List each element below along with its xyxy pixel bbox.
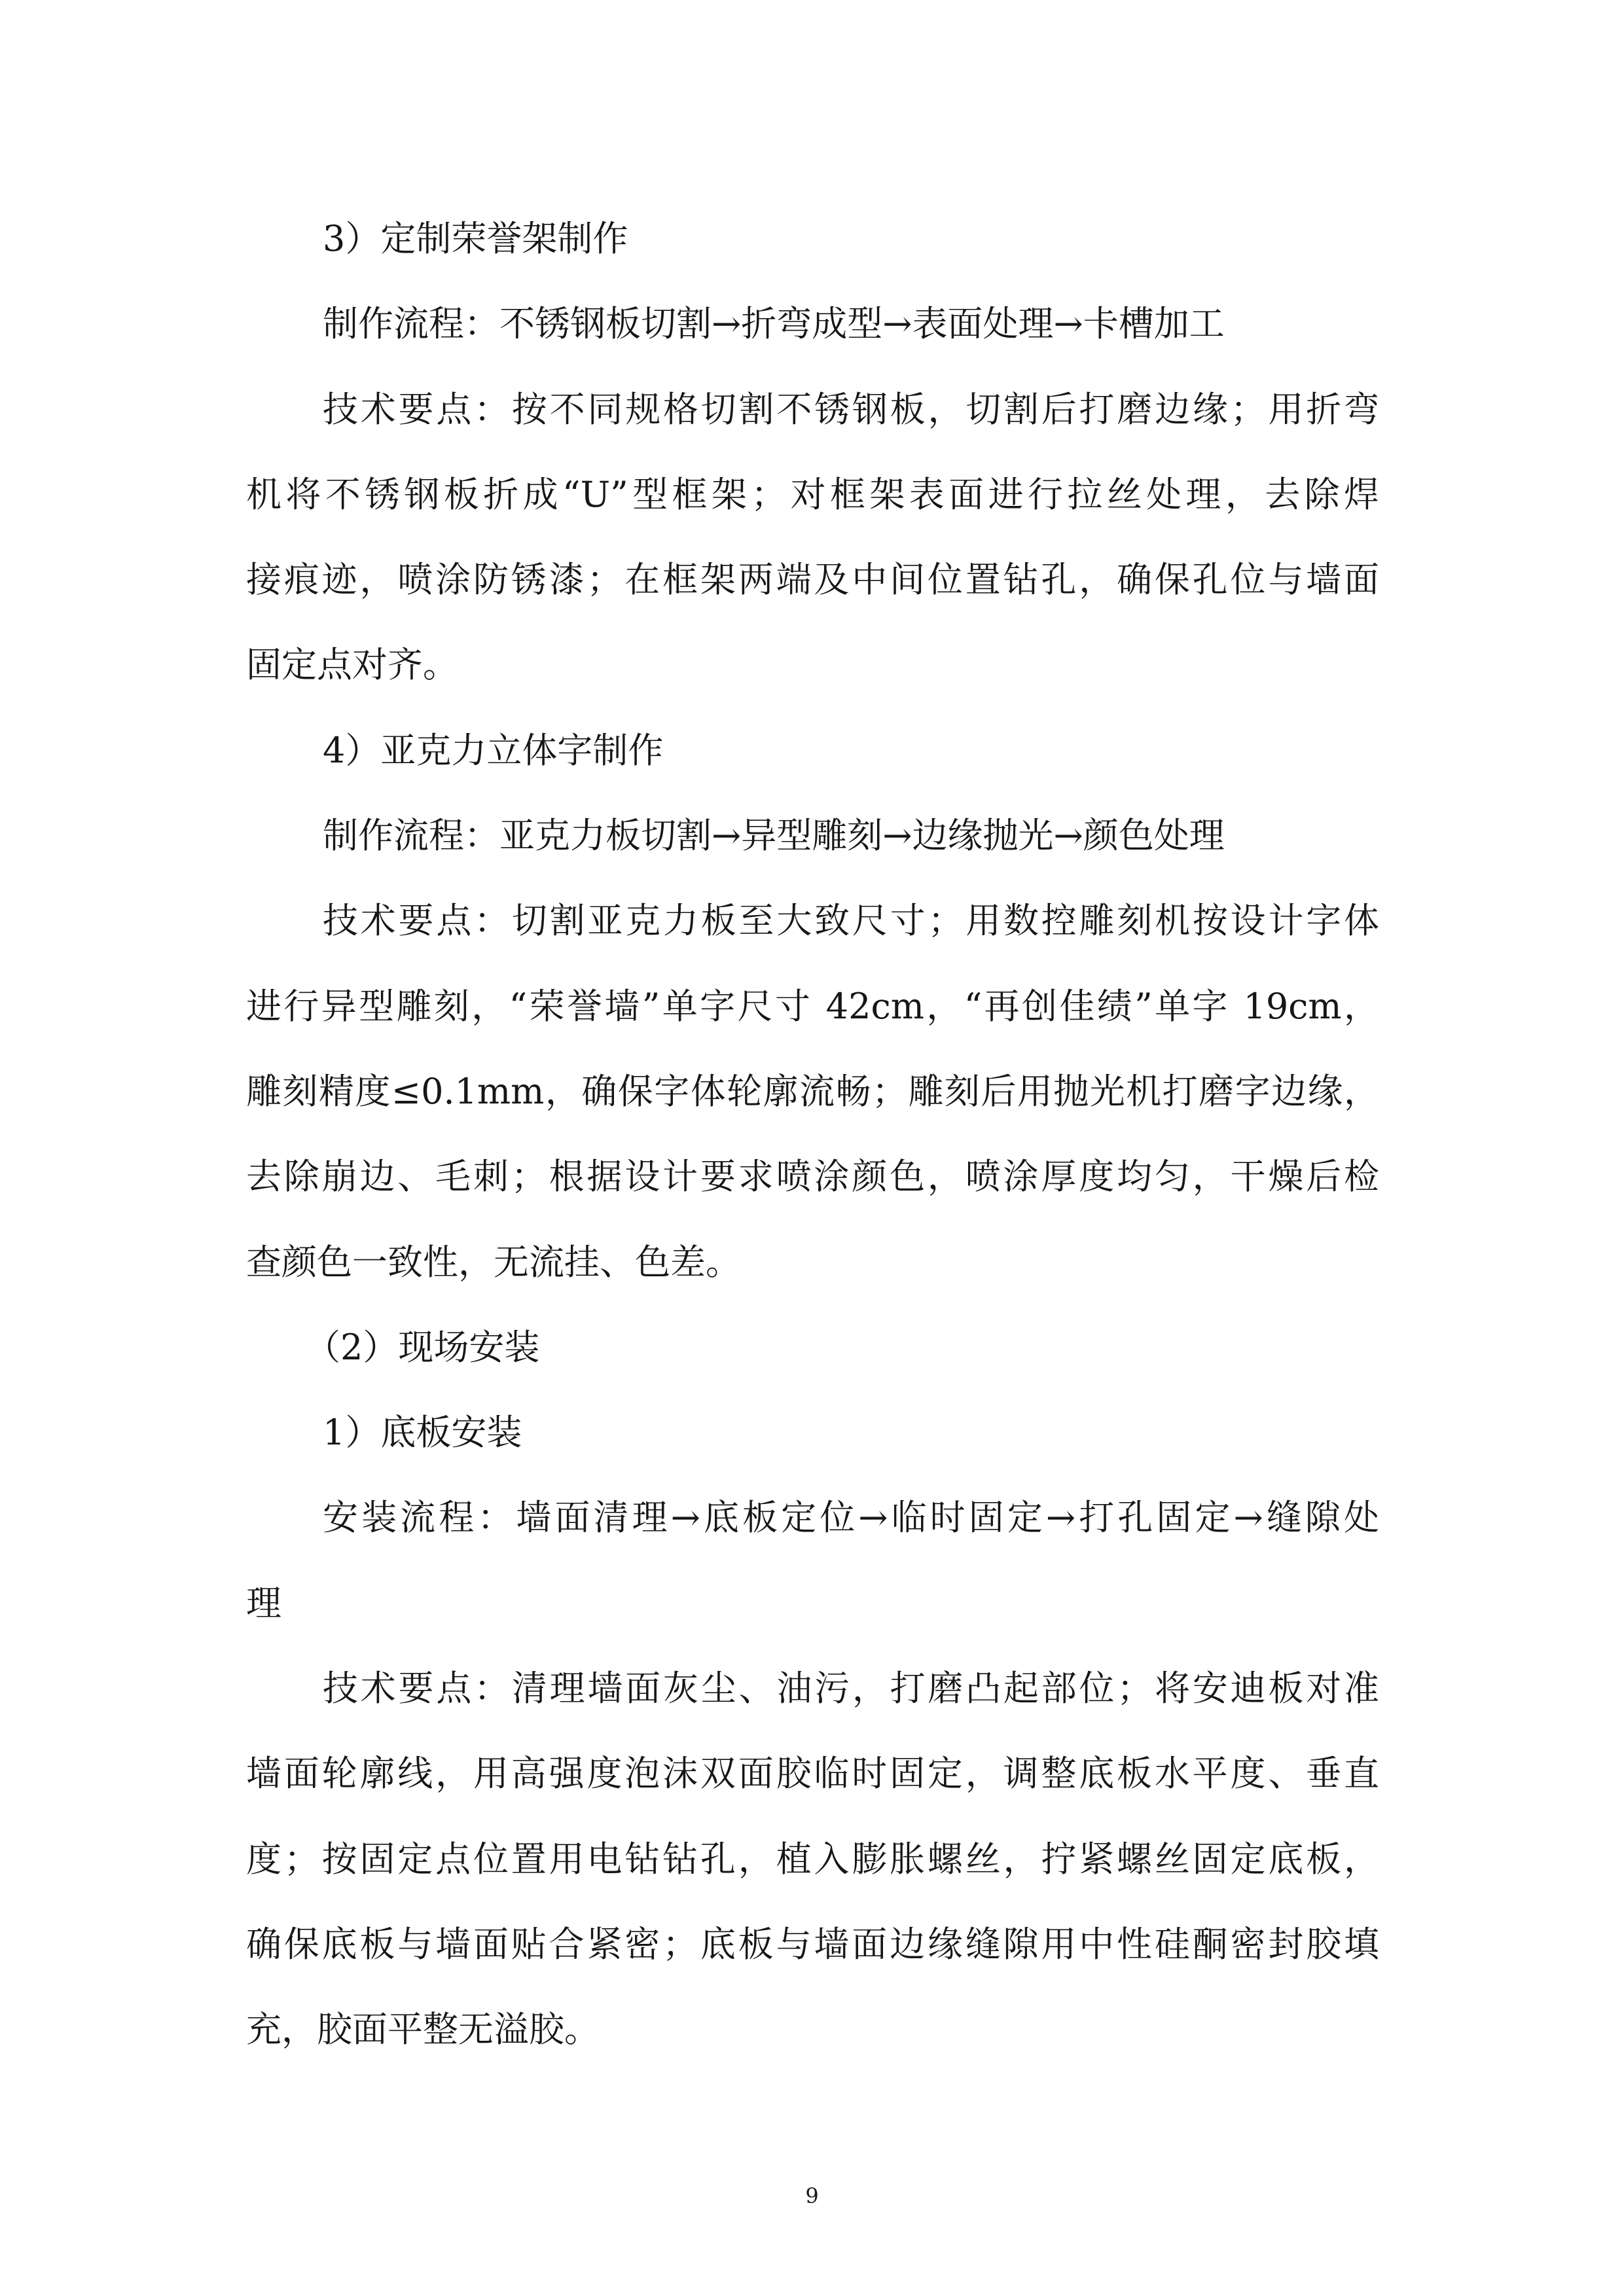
process-line: 制作流程：亚克力板切割→异型雕刻→边缘抛光→颜色处理	[323, 815, 1225, 857]
page-number: 9	[805, 2183, 819, 2208]
tech-points-line: 充，胶面平整无溢胶。	[246, 2009, 600, 2051]
tech-points-line: 雕刻精度≤0.1mm，确保字体轮廓流畅；雕刻后用抛光机打磨字边缘，	[246, 1070, 1379, 1112]
tech-points-line: 进行异型雕刻，“荣誉墙”单字尺寸 42cm，“再创佳绩”单字 19cm，	[246, 985, 1379, 1027]
tech-points-line: 固定点对齐。	[246, 644, 458, 686]
tech-points-line: 确保底板与墙面贴合紧密；底板与墙面边缘缝隙用中性硅酮密封胶填	[246, 1923, 1379, 1965]
subheading-custom-honor-rack: 3）定制荣誉架制作	[323, 218, 628, 259]
tech-points-line: 技术要点：清理墙面灰尘、油污，打磨凸起部位；将安迪板对准	[323, 1668, 1379, 1710]
tech-points-line: 去除崩边、毛刺；根据设计要求喷涂颜色，喷涂厚度均匀，干燥后检	[246, 1156, 1379, 1198]
tech-points-line: 机将不锈钢板折成“U”型框架；对框架表面进行拉丝处理，去除焊	[246, 473, 1379, 515]
process-line: 安装流程：墙面清理→底板定位→临时固定→打孔固定→缝隙处	[323, 1497, 1379, 1539]
process-line: 理	[246, 1582, 281, 1624]
document-body	[246, 196, 1379, 2073]
subheading-acrylic-letters: 4）亚克力立体字制作	[323, 729, 664, 771]
tech-points-line: 技术要点：按不同规格切割不锈钢板，切割后打磨边缘；用折弯	[323, 388, 1379, 430]
tech-points-line: 墙面轮廓线，用高强度泡沫双面胶临时固定，调整底板水平度、垂直	[246, 1753, 1379, 1795]
tech-points-line: 接痕迹，喷涂防锈漆；在框架两端及中间位置钻孔，确保孔位与墙面	[246, 559, 1379, 601]
process-line: 制作流程：不锈钢板切割→折弯成型→表面处理→卡槽加工	[323, 303, 1225, 345]
subheading-base-plate-installation: 1）底板安装	[323, 1412, 522, 1454]
tech-points-line: 度；按固定点位置用电钻钻孔，植入膨胀螺丝，拧紧螺丝固定底板，	[246, 1838, 1379, 1880]
tech-points-line: 查颜色一致性，无流挂、色差。	[246, 1241, 741, 1283]
tech-points-line: 技术要点：切割亚克力板至大致尺寸；用数控雕刻机按设计字体	[323, 900, 1379, 942]
section-heading-onsite-installation: （2）现场安装	[305, 1326, 540, 1368]
